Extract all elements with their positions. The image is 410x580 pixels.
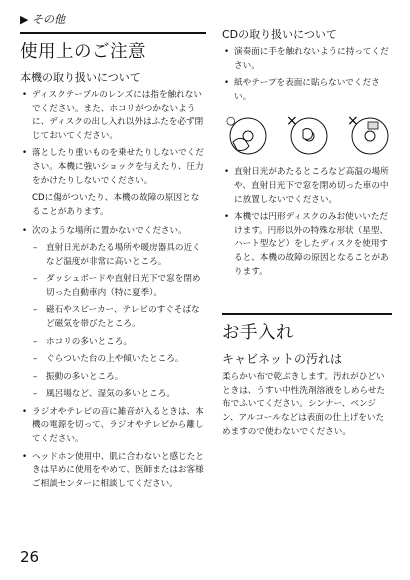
dash-item: – ホコリの多いところ。	[32, 336, 206, 350]
disc-mark: ×	[347, 113, 359, 130]
disc-mark: ○	[226, 114, 236, 128]
list-item: • 紙やテープを表面に貼らないでください。	[222, 77, 392, 104]
cd-heading: CDの取り扱いについて	[222, 28, 337, 41]
cabinet-heading: キャビネットの汚れは	[222, 352, 343, 367]
cabinet-text: 柔らかい布で乾ぶきします。汚れがひどいときは、うすい中性洗剤溶液をしめらせた布でふいてください。シンナー、ベンジン、アルコールなどは表面の仕上げをいためますので使わないでください。	[222, 372, 386, 437]
handling-list	[20, 89, 206, 188]
care-rule	[222, 313, 392, 315]
placement-list	[20, 225, 206, 491]
dash-list	[32, 242, 206, 402]
cd-list-2	[222, 166, 392, 279]
left-column	[20, 32, 206, 495]
list-item: • ヘッドホン使用中、肌に合わないと感じたときは早めに使用をやめて、医師またはお客様ご相談センターに相談してください。	[20, 451, 206, 492]
dash-item: – 磁石やスピーカー、テレビのすぐそばなど磁気を帯びたところ。	[32, 304, 206, 331]
list-item: • ディスクテーブルのレンズには指を触れないでください。また、ホコリがつかないように、ディスクの出し入れ以外はふたを必ず閉じておいてください。	[20, 89, 206, 143]
list-item: • 演奏面に手を触れないように持ってください。	[222, 46, 392, 73]
dash-item: – ダッシュボードや直射日光下で窓を閉め切った自動車内（特に夏季）。	[32, 273, 206, 300]
care-title: お手入れ	[222, 323, 294, 344]
handling-heading: 本機の取り扱いについて	[20, 71, 141, 84]
list-item: • 本機では円形ディスクのみお使いいただけます。円形以外の特殊な形状（星型、ハート型など）をしたディスクを使用すると、本機の故障の原因となることがあります。	[222, 211, 392, 279]
list-item: • ラジオやテレビの音に雑音が入るときは、本機の電源を切って、ラジオやテレビから離してください。	[20, 406, 206, 447]
dash-item: – 風呂場など、湿気の多いところ。	[32, 388, 206, 402]
list-item-text: 落としたり重いものを乗せたりしないでください。本機に強いショックを与えたり、圧力をかけたりしないでください。	[32, 148, 204, 186]
list-item: • 直射日光があたるところなど高温の場所や、直射日光下で窓を閉め切った車の中に放置しないでください。	[222, 166, 392, 207]
disc-correct-icon	[224, 112, 268, 156]
section-tag: ▶ その他	[20, 13, 65, 26]
disc-tape-wrong-icon	[346, 112, 390, 156]
list-item	[20, 147, 206, 188]
page-number: 26	[20, 548, 40, 566]
right-column	[222, 26, 392, 439]
cd-list	[222, 46, 392, 104]
note-text: CDに傷がついたり、本機の故障の原因となることがあります。	[32, 193, 200, 217]
disc-touch-wrong-icon	[285, 112, 329, 156]
list-item	[20, 225, 206, 402]
disc-illustrations	[222, 112, 392, 156]
disc-mark: ×	[286, 113, 298, 130]
dash-item: – ぐらついた台の上や傾いたところ。	[32, 353, 206, 367]
title-rule	[20, 32, 206, 34]
list-item-text: 次のような場所に置かないでください。	[32, 226, 187, 237]
page-title: 使用上のご注意	[20, 42, 146, 62]
dash-item: – 振動の多いところ。	[32, 371, 206, 385]
dash-item: – 直射日光があたる場所や暖房器具の近くなど温度が非常に高いところ。	[32, 242, 206, 269]
